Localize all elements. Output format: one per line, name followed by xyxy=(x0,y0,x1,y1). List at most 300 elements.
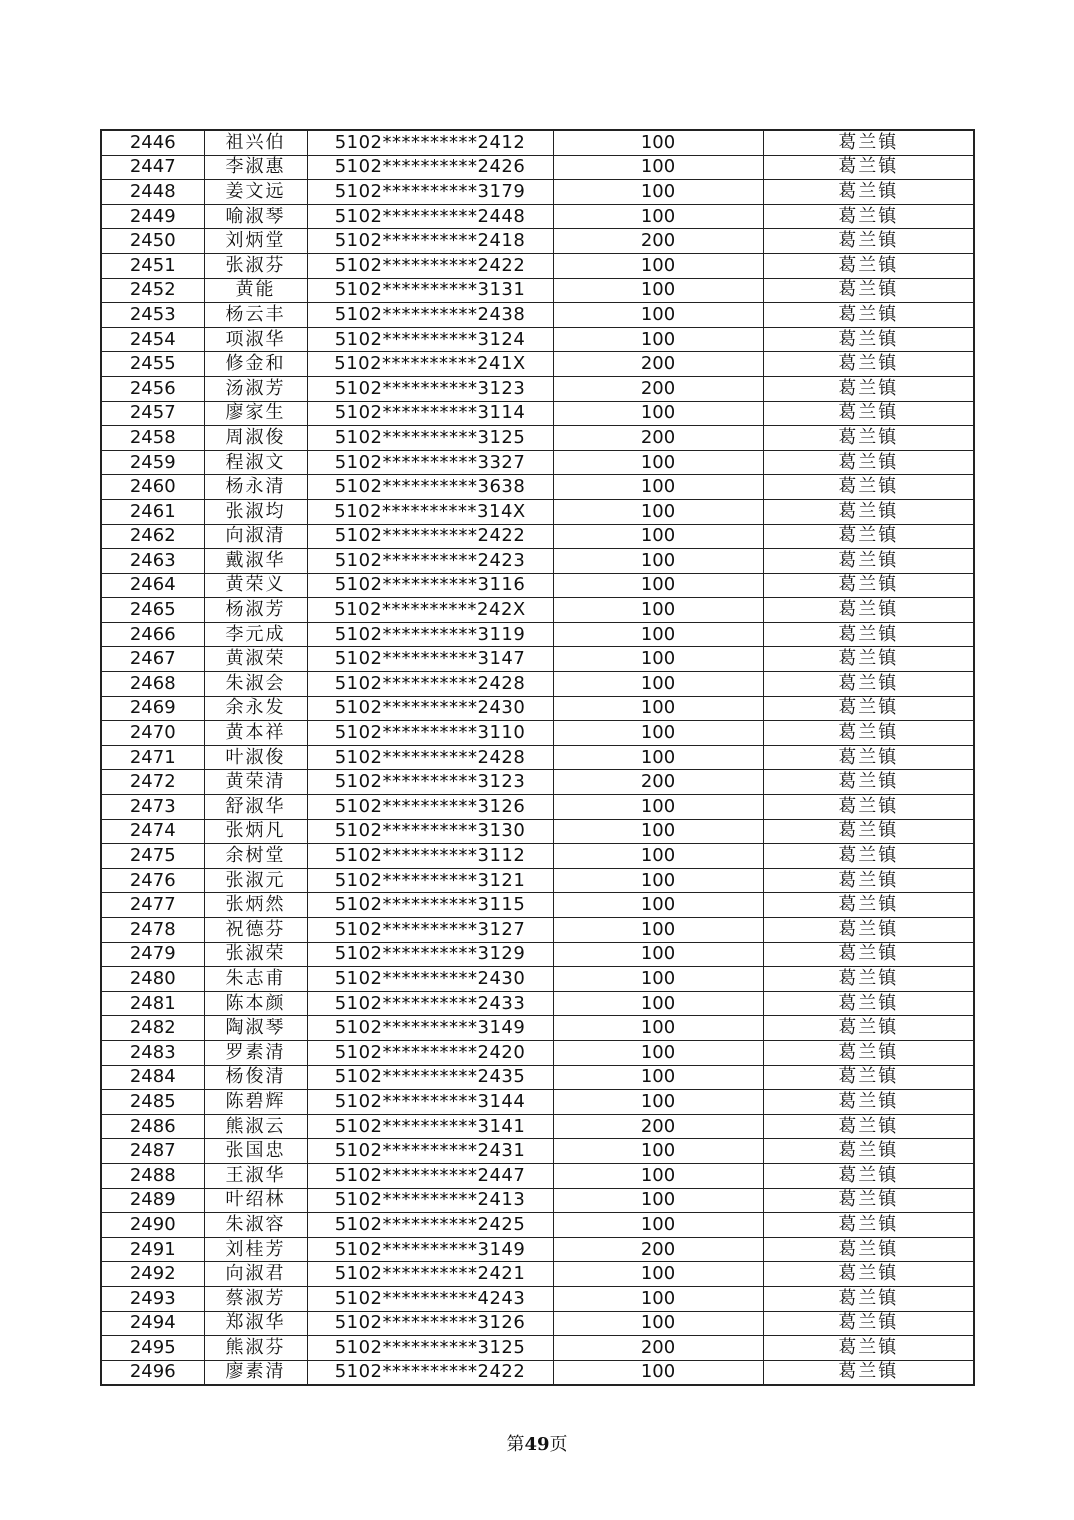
cell-town: 葛兰镇 xyxy=(763,303,974,328)
cell-number: 2469 xyxy=(101,696,204,721)
cell-town: 葛兰镇 xyxy=(763,549,974,574)
cell-town: 葛兰镇 xyxy=(763,622,974,647)
table-row xyxy=(101,647,974,672)
cell-id-number: 5102**********2430 xyxy=(307,696,553,721)
cell-name: 陈碧辉 xyxy=(204,1090,307,1115)
cell-amount: 100 xyxy=(553,278,763,303)
cell-town: 葛兰镇 xyxy=(763,1311,974,1336)
table-row xyxy=(101,844,974,869)
cell-town: 葛兰镇 xyxy=(763,942,974,967)
cell-town: 葛兰镇 xyxy=(763,672,974,697)
table-row xyxy=(101,721,974,746)
cell-name: 祝德芬 xyxy=(204,918,307,943)
cell-town: 葛兰镇 xyxy=(763,893,974,918)
table-row xyxy=(101,622,974,647)
table-row xyxy=(101,1016,974,1041)
cell-town: 葛兰镇 xyxy=(763,450,974,475)
table-row xyxy=(101,549,974,574)
cell-number: 2494 xyxy=(101,1311,204,1336)
cell-id-number: 5102**********3123 xyxy=(307,770,553,795)
cell-number: 2447 xyxy=(101,155,204,180)
cell-name: 黄淑荣 xyxy=(204,647,307,672)
cell-number: 2482 xyxy=(101,1016,204,1041)
cell-amount: 100 xyxy=(553,844,763,869)
cell-name: 杨淑芳 xyxy=(204,598,307,623)
cell-amount: 200 xyxy=(553,1336,763,1361)
cell-town: 葛兰镇 xyxy=(763,918,974,943)
cell-name: 汤淑芳 xyxy=(204,376,307,401)
cell-amount: 100 xyxy=(553,1213,763,1238)
cell-town: 葛兰镇 xyxy=(763,991,974,1016)
table-row xyxy=(101,1139,974,1164)
cell-number: 2481 xyxy=(101,991,204,1016)
table-row xyxy=(101,229,974,254)
cell-name: 黄能 xyxy=(204,278,307,303)
cell-amount: 100 xyxy=(553,647,763,672)
cell-amount: 100 xyxy=(553,1188,763,1213)
cell-town: 葛兰镇 xyxy=(763,1163,974,1188)
table-row xyxy=(101,1090,974,1115)
cell-amount: 100 xyxy=(553,303,763,328)
cell-amount: 100 xyxy=(553,918,763,943)
cell-amount: 100 xyxy=(553,401,763,426)
cell-name: 向淑君 xyxy=(204,1262,307,1287)
cell-amount: 100 xyxy=(553,155,763,180)
cell-id-number: 5102**********3638 xyxy=(307,475,553,500)
cell-amount: 100 xyxy=(553,180,763,205)
cell-number: 2453 xyxy=(101,303,204,328)
table-row xyxy=(101,204,974,229)
cell-number: 2490 xyxy=(101,1213,204,1238)
cell-town: 葛兰镇 xyxy=(763,376,974,401)
page-number-suffix: 页 xyxy=(549,1434,568,1455)
cell-number: 2451 xyxy=(101,253,204,278)
table-row xyxy=(101,1213,974,1238)
table-row xyxy=(101,130,974,155)
cell-id-number: 5102**********3147 xyxy=(307,647,553,672)
table-row xyxy=(101,942,974,967)
cell-town: 葛兰镇 xyxy=(763,524,974,549)
cell-id-number: 5102**********3115 xyxy=(307,893,553,918)
cell-name: 余树堂 xyxy=(204,844,307,869)
cell-id-number: 5102**********2447 xyxy=(307,1163,553,1188)
cell-number: 2488 xyxy=(101,1163,204,1188)
cell-town: 葛兰镇 xyxy=(763,844,974,869)
table-row xyxy=(101,426,974,451)
cell-amount: 200 xyxy=(553,426,763,451)
table-row xyxy=(101,1188,974,1213)
cell-amount: 100 xyxy=(553,327,763,352)
cell-number: 2495 xyxy=(101,1336,204,1361)
cell-town: 葛兰镇 xyxy=(763,180,974,205)
table-row xyxy=(101,327,974,352)
cell-town: 葛兰镇 xyxy=(763,819,974,844)
table-row xyxy=(101,967,974,992)
cell-town: 葛兰镇 xyxy=(763,1336,974,1361)
cell-name: 周淑俊 xyxy=(204,426,307,451)
cell-name: 张炳凡 xyxy=(204,819,307,844)
cell-number: 2496 xyxy=(101,1360,204,1385)
cell-id-number: 5102**********2418 xyxy=(307,229,553,254)
cell-name: 刘炳堂 xyxy=(204,229,307,254)
table-row xyxy=(101,499,974,524)
cell-amount: 200 xyxy=(553,352,763,377)
cell-id-number: 5102**********3123 xyxy=(307,376,553,401)
cell-number: 2468 xyxy=(101,672,204,697)
cell-id-number: 5102**********3131 xyxy=(307,278,553,303)
table-row xyxy=(101,1065,974,1090)
cell-id-number: 5102**********2435 xyxy=(307,1065,553,1090)
cell-amount: 100 xyxy=(553,130,763,155)
table-row xyxy=(101,1163,974,1188)
cell-name: 杨永清 xyxy=(204,475,307,500)
cell-name: 杨云丰 xyxy=(204,303,307,328)
cell-id-number: 5102**********2448 xyxy=(307,204,553,229)
cell-number: 2476 xyxy=(101,868,204,893)
cell-id-number: 5102**********3121 xyxy=(307,868,553,893)
cell-id-number: 5102**********3327 xyxy=(307,450,553,475)
cell-amount: 100 xyxy=(553,1360,763,1385)
table-row xyxy=(101,573,974,598)
cell-amount: 100 xyxy=(553,499,763,524)
cell-name: 熊淑云 xyxy=(204,1114,307,1139)
cell-amount: 100 xyxy=(553,1262,763,1287)
cell-number: 2487 xyxy=(101,1139,204,1164)
cell-number: 2484 xyxy=(101,1065,204,1090)
cell-number: 2450 xyxy=(101,229,204,254)
table-row xyxy=(101,819,974,844)
table-row xyxy=(101,868,974,893)
cell-name: 叶淑俊 xyxy=(204,745,307,770)
cell-id-number: 5102**********3141 xyxy=(307,1114,553,1139)
cell-number: 2492 xyxy=(101,1262,204,1287)
cell-town: 葛兰镇 xyxy=(763,967,974,992)
cell-id-number: 5102**********2422 xyxy=(307,1360,553,1385)
table-row xyxy=(101,1040,974,1065)
cell-amount: 100 xyxy=(553,967,763,992)
cell-id-number: 5102**********2428 xyxy=(307,672,553,697)
cell-town: 葛兰镇 xyxy=(763,327,974,352)
cell-name: 余永发 xyxy=(204,696,307,721)
cell-town: 葛兰镇 xyxy=(763,1016,974,1041)
cell-amount: 100 xyxy=(553,868,763,893)
cell-town: 葛兰镇 xyxy=(763,1090,974,1115)
cell-amount: 100 xyxy=(553,942,763,967)
cell-number: 2485 xyxy=(101,1090,204,1115)
table-row xyxy=(101,918,974,943)
cell-amount: 100 xyxy=(553,524,763,549)
cell-town: 葛兰镇 xyxy=(763,721,974,746)
cell-name: 朱淑容 xyxy=(204,1213,307,1238)
cell-id-number: 5102**********3126 xyxy=(307,795,553,820)
cell-town: 葛兰镇 xyxy=(763,696,974,721)
cell-amount: 100 xyxy=(553,1139,763,1164)
cell-id-number: 5102**********2420 xyxy=(307,1040,553,1065)
cell-amount: 100 xyxy=(553,991,763,1016)
cell-number: 2472 xyxy=(101,770,204,795)
cell-id-number: 5102**********2423 xyxy=(307,549,553,574)
cell-number: 2475 xyxy=(101,844,204,869)
cell-name: 李淑惠 xyxy=(204,155,307,180)
cell-name: 叶绍林 xyxy=(204,1188,307,1213)
cell-id-number: 5102**********3149 xyxy=(307,1016,553,1041)
cell-id-number: 5102**********2431 xyxy=(307,1139,553,1164)
cell-amount: 100 xyxy=(553,745,763,770)
table-row xyxy=(101,1114,974,1139)
cell-id-number: 5102**********3130 xyxy=(307,819,553,844)
cell-town: 葛兰镇 xyxy=(763,770,974,795)
cell-town: 葛兰镇 xyxy=(763,1065,974,1090)
page-number-prefix: 第 xyxy=(506,1434,525,1455)
cell-id-number: 5102**********2425 xyxy=(307,1213,553,1238)
cell-amount: 100 xyxy=(553,795,763,820)
cell-number: 2489 xyxy=(101,1188,204,1213)
table-row xyxy=(101,253,974,278)
cell-id-number: 5102**********3124 xyxy=(307,327,553,352)
cell-town: 葛兰镇 xyxy=(763,475,974,500)
cell-id-number: 5102**********3114 xyxy=(307,401,553,426)
cell-number: 2460 xyxy=(101,475,204,500)
cell-number: 2452 xyxy=(101,278,204,303)
cell-amount: 100 xyxy=(553,672,763,697)
cell-name: 陈本颜 xyxy=(204,991,307,1016)
cell-number: 2467 xyxy=(101,647,204,672)
cell-number: 2454 xyxy=(101,327,204,352)
roster-table xyxy=(100,129,975,1386)
cell-name: 黄荣义 xyxy=(204,573,307,598)
cell-name: 杨俊清 xyxy=(204,1065,307,1090)
cell-name: 黄荣清 xyxy=(204,770,307,795)
cell-id-number: 5102**********241X xyxy=(307,352,553,377)
table-row xyxy=(101,598,974,623)
cell-id-number: 5102**********3112 xyxy=(307,844,553,869)
cell-name: 廖素清 xyxy=(204,1360,307,1385)
cell-number: 2458 xyxy=(101,426,204,451)
cell-town: 葛兰镇 xyxy=(763,1188,974,1213)
cell-town: 葛兰镇 xyxy=(763,1139,974,1164)
cell-name: 刘桂芳 xyxy=(204,1237,307,1262)
table-row xyxy=(101,672,974,697)
cell-number: 2463 xyxy=(101,549,204,574)
cell-name: 祖兴伯 xyxy=(204,130,307,155)
table-row xyxy=(101,1286,974,1311)
cell-id-number: 5102**********2412 xyxy=(307,130,553,155)
cell-id-number: 5102**********242X xyxy=(307,598,553,623)
cell-town: 葛兰镇 xyxy=(763,647,974,672)
cell-number: 2457 xyxy=(101,401,204,426)
table-row xyxy=(101,893,974,918)
cell-number: 2491 xyxy=(101,1237,204,1262)
cell-name: 廖家生 xyxy=(204,401,307,426)
cell-id-number: 5102**********2422 xyxy=(307,524,553,549)
cell-id-number: 5102**********2428 xyxy=(307,745,553,770)
cell-id-number: 5102**********3179 xyxy=(307,180,553,205)
table-row xyxy=(101,770,974,795)
cell-id-number: 5102**********3125 xyxy=(307,426,553,451)
cell-town: 葛兰镇 xyxy=(763,229,974,254)
cell-number: 2456 xyxy=(101,376,204,401)
table-row xyxy=(101,401,974,426)
cell-id-number: 5102**********3116 xyxy=(307,573,553,598)
cell-id-number: 5102**********2426 xyxy=(307,155,553,180)
cell-town: 葛兰镇 xyxy=(763,204,974,229)
cell-name: 张淑均 xyxy=(204,499,307,524)
cell-name: 修金和 xyxy=(204,352,307,377)
table-row xyxy=(101,696,974,721)
cell-town: 葛兰镇 xyxy=(763,1213,974,1238)
cell-id-number: 5102**********2413 xyxy=(307,1188,553,1213)
table-row xyxy=(101,1311,974,1336)
cell-number: 2446 xyxy=(101,130,204,155)
table-row xyxy=(101,1237,974,1262)
cell-number: 2474 xyxy=(101,819,204,844)
cell-number: 2466 xyxy=(101,622,204,647)
cell-name: 陶淑琴 xyxy=(204,1016,307,1041)
cell-name: 熊淑芬 xyxy=(204,1336,307,1361)
cell-id-number: 5102**********2430 xyxy=(307,967,553,992)
cell-number: 2478 xyxy=(101,918,204,943)
cell-number: 2480 xyxy=(101,967,204,992)
cell-amount: 100 xyxy=(553,721,763,746)
cell-amount: 100 xyxy=(553,1016,763,1041)
cell-name: 朱淑会 xyxy=(204,672,307,697)
cell-number: 2462 xyxy=(101,524,204,549)
roster-table-body xyxy=(101,130,974,1385)
table-row xyxy=(101,745,974,770)
cell-town: 葛兰镇 xyxy=(763,1237,974,1262)
cell-town: 葛兰镇 xyxy=(763,278,974,303)
cell-name: 王淑华 xyxy=(204,1163,307,1188)
cell-number: 2493 xyxy=(101,1286,204,1311)
cell-amount: 100 xyxy=(553,253,763,278)
cell-id-number: 5102**********2433 xyxy=(307,991,553,1016)
cell-amount: 200 xyxy=(553,1237,763,1262)
table-row xyxy=(101,376,974,401)
cell-town: 葛兰镇 xyxy=(763,795,974,820)
table-row xyxy=(101,475,974,500)
cell-number: 2455 xyxy=(101,352,204,377)
cell-id-number: 5102**********4243 xyxy=(307,1286,553,1311)
cell-number: 2461 xyxy=(101,499,204,524)
cell-id-number: 5102**********3129 xyxy=(307,942,553,967)
table-row xyxy=(101,1262,974,1287)
cell-number: 2479 xyxy=(101,942,204,967)
cell-town: 葛兰镇 xyxy=(763,352,974,377)
cell-number: 2464 xyxy=(101,573,204,598)
cell-town: 葛兰镇 xyxy=(763,401,974,426)
cell-number: 2483 xyxy=(101,1040,204,1065)
cell-number: 2459 xyxy=(101,450,204,475)
cell-amount: 100 xyxy=(553,204,763,229)
cell-name: 戴淑华 xyxy=(204,549,307,574)
table-row xyxy=(101,303,974,328)
cell-amount: 100 xyxy=(553,475,763,500)
cell-id-number: 5102**********3126 xyxy=(307,1311,553,1336)
cell-town: 葛兰镇 xyxy=(763,1286,974,1311)
cell-town: 葛兰镇 xyxy=(763,1360,974,1385)
cell-id-number: 5102**********3127 xyxy=(307,918,553,943)
table-row xyxy=(101,180,974,205)
cell-amount: 100 xyxy=(553,1040,763,1065)
cell-amount: 100 xyxy=(553,549,763,574)
cell-town: 葛兰镇 xyxy=(763,253,974,278)
cell-amount: 100 xyxy=(553,696,763,721)
cell-name: 张淑荣 xyxy=(204,942,307,967)
cell-id-number: 5102**********3125 xyxy=(307,1336,553,1361)
cell-id-number: 5102**********314X xyxy=(307,499,553,524)
cell-amount: 200 xyxy=(553,376,763,401)
cell-town: 葛兰镇 xyxy=(763,868,974,893)
cell-amount: 100 xyxy=(553,573,763,598)
cell-number: 2448 xyxy=(101,180,204,205)
cell-id-number: 5102**********3110 xyxy=(307,721,553,746)
table-row xyxy=(101,1360,974,1385)
cell-number: 2470 xyxy=(101,721,204,746)
cell-id-number: 5102**********2438 xyxy=(307,303,553,328)
cell-amount: 200 xyxy=(553,770,763,795)
cell-name: 程淑文 xyxy=(204,450,307,475)
table-row xyxy=(101,450,974,475)
cell-name: 喻淑琴 xyxy=(204,204,307,229)
cell-name: 张国忠 xyxy=(204,1139,307,1164)
cell-name: 舒淑华 xyxy=(204,795,307,820)
cell-amount: 100 xyxy=(553,1286,763,1311)
cell-id-number: 5102**********3149 xyxy=(307,1237,553,1262)
cell-amount: 100 xyxy=(553,1065,763,1090)
cell-name: 郑淑华 xyxy=(204,1311,307,1336)
cell-name: 张淑芬 xyxy=(204,253,307,278)
cell-number: 2473 xyxy=(101,795,204,820)
table-row xyxy=(101,352,974,377)
cell-name: 蔡淑芳 xyxy=(204,1286,307,1311)
cell-amount: 100 xyxy=(553,819,763,844)
page-number: 49 xyxy=(524,1434,550,1455)
cell-amount: 100 xyxy=(553,1090,763,1115)
cell-number: 2449 xyxy=(101,204,204,229)
table-row xyxy=(101,524,974,549)
table-row xyxy=(101,1336,974,1361)
cell-town: 葛兰镇 xyxy=(763,745,974,770)
cell-name: 项淑华 xyxy=(204,327,307,352)
cell-name: 张炳然 xyxy=(204,893,307,918)
cell-amount: 100 xyxy=(553,893,763,918)
cell-number: 2471 xyxy=(101,745,204,770)
cell-town: 葛兰镇 xyxy=(763,573,974,598)
cell-town: 葛兰镇 xyxy=(763,598,974,623)
cell-number: 2477 xyxy=(101,893,204,918)
cell-amount: 200 xyxy=(553,229,763,254)
cell-town: 葛兰镇 xyxy=(763,1114,974,1139)
cell-amount: 100 xyxy=(553,1311,763,1336)
cell-name: 李元成 xyxy=(204,622,307,647)
cell-town: 葛兰镇 xyxy=(763,1040,974,1065)
table-row xyxy=(101,155,974,180)
cell-name: 黄本祥 xyxy=(204,721,307,746)
cell-id-number: 5102**********2421 xyxy=(307,1262,553,1287)
page-footer xyxy=(0,1430,1074,1456)
cell-number: 2465 xyxy=(101,598,204,623)
cell-town: 葛兰镇 xyxy=(763,1262,974,1287)
cell-town: 葛兰镇 xyxy=(763,130,974,155)
cell-town: 葛兰镇 xyxy=(763,499,974,524)
table-row xyxy=(101,278,974,303)
cell-amount: 100 xyxy=(553,598,763,623)
cell-name: 朱志甫 xyxy=(204,967,307,992)
cell-id-number: 5102**********3144 xyxy=(307,1090,553,1115)
cell-id-number: 5102**********2422 xyxy=(307,253,553,278)
cell-name: 罗素清 xyxy=(204,1040,307,1065)
cell-town: 葛兰镇 xyxy=(763,155,974,180)
